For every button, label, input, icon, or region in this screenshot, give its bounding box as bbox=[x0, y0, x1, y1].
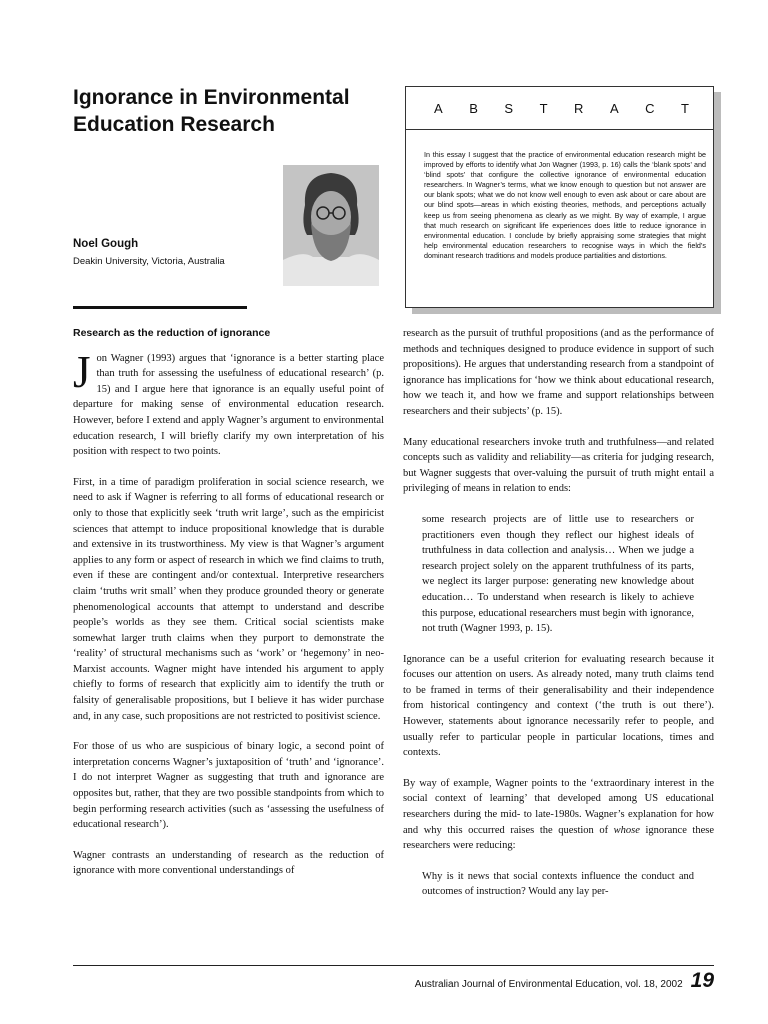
author-photo bbox=[283, 165, 379, 286]
abstract-letter: S bbox=[504, 100, 514, 116]
footer-rule bbox=[73, 965, 714, 966]
title-divider bbox=[73, 306, 247, 309]
page-footer bbox=[415, 969, 714, 993]
left-column bbox=[73, 326, 384, 894]
emphasis-text: whose bbox=[613, 824, 640, 836]
body-paragraph: Ignorance can be a useful criterion for evaluating research because it focuses our attention on users. As already noted, many truth claims tend to be framed in terms of their generalisability and their independence from historical contingency and context (‘the truth is out there’). However, statements about ignorance necessarily refer to people, and usually refer to particular people in particular locations, times and contexts. bbox=[403, 653, 714, 759]
block-quote: Why is it news that social contexts influence the conduct and outcomes of instruction? Would any lay per- bbox=[422, 870, 694, 898]
paragraph-text: ignorance these researchers were reducing: bbox=[403, 824, 714, 852]
body-paragraph: Many educational researchers invoke truth and truthfulness—and related concepts such as validity and reliability—as criteria for judging research, but Wagner suggests that over-valuing the pursuit of truth might entail a privileging of means in relation to ends: bbox=[403, 436, 714, 495]
abstract-letter: R bbox=[574, 100, 584, 116]
body-paragraph bbox=[403, 776, 714, 854]
abstract-letter: T bbox=[539, 100, 548, 116]
journal-citation: Australian Journal of Environmental Education, vol. 18, 2002 bbox=[414, 979, 683, 990]
author-affiliation: Deakin University, Victoria, Australia bbox=[73, 256, 225, 267]
abstract-letter: C bbox=[645, 100, 655, 116]
author-name: Noel Gough bbox=[73, 238, 139, 250]
abstract-letter: T bbox=[681, 100, 689, 116]
body-paragraph: First, in a time of paradigm proliferation in social science research, we need to ask if Wagner is referring to all forms of educational research or only to those that explicitly seek ‘truth writ large’, such as the empiricist sciences that attempt to induce propositional knowledge that is durable and extensive in its trustworthiness. My view is that Wagner’s argument applies to any form or aspect of research in which we find claims to truth, even if these are contingent and/or contextual. Interpretive researchers claim ‘truths writ small’ when they produce grounded theory or generate phenomenological accounts that attempt to understand and describe people’s worlds as they see them. Critical social scientists make somewhat larger truth claims when they purport to demonstrate the ‘reality’ of structural mechanisms such as ‘work’ or ‘hegemony’ in neo-Marxist accounts. Wagner might have intended his argument to apply chiefly to forms of research that explicitly aim to identify the truth or falsity of generalisable propositions, but I believe it has wider purchase and, in any case, such propositions are not restricted to positivist science. bbox=[73, 476, 384, 722]
body-paragraph: For those of us who are suspicious of binary logic, a second point of interpretation concerns Wagner’s juxtaposition of ‘truth’ and ‘ignorance’. I do not interpret Wagner as suggesting that truth and ignorance are opposites but, rather, that they are two possible standpoints from which to begin performing research activities (such as ‘assessing the usefulness of educational research’). bbox=[73, 741, 384, 831]
body-paragraph: research as the pursuit of truthful propositions (and as the performance of methods and techniques designed to produce evidence in support of such propositions). He argues that understanding research from a standpoint of ignorance has implications for ‘how we think about educational research, how we teach it, and how we frame and support relationships between researchers and their subjects’ (p. 15). bbox=[403, 328, 714, 417]
body-paragraph bbox=[73, 346, 384, 460]
page-number: 19 bbox=[690, 969, 714, 992]
section-heading: Research as the reduction of ignorance bbox=[73, 327, 271, 339]
abstract-letter: B bbox=[469, 100, 478, 116]
abstract-letter: A bbox=[609, 100, 619, 116]
abstract-box bbox=[405, 86, 714, 308]
block-quote: some research projects are of little use to researchers or practitioners even though they reflect our highest ideals of truthfulness in data collection and analysis… When we judge a research project solely on the apparent truthfulness of its parts, we neglect its larger purpose: generating new knowledge about education… To understand when research is likely to achieve this purpose, educational researchers must begin with ignorance, not truth (Wagner 1993, p. 15). bbox=[422, 513, 694, 635]
paragraph-text: By way of example, Wagner points to the ‘extraordinary interest in the social context of learning’ that developed among US educational researchers during the mid- to late-1980s. Wagner’s explanation for how and why this occurred raises the question of bbox=[403, 777, 714, 836]
abstract-text: In this essay I suggest that the practice of environmental education research might be improved by efforts to identify what Jon Wagner (1993, p. 16) calls the ‘blank spots’ and ‘blind spots’ that configure the collective ignorance of environmental education researchers. In Wagner’s terms, what we know enough to question but not answer are our blank spots; what we do not know well enough to even ask about or care about are our blind spots—areas in which existing theories, methods, and perceptions actually keep us from seeing phenomena as clearly as we might. By way of example, I argue that much research on significant life experiences does little to reduce ignorance in environmental education. I conclude by briefly appraising some strategies that might help environmental education researchers to recognise ways in which the field’s dominant research traditions and models produce partialities and distortions. bbox=[424, 150, 706, 260]
body-paragraph: Wagner contrasts an understanding of research as the reduction of ignorance with more conventional understandings of bbox=[73, 849, 384, 877]
abstract-letter: A bbox=[434, 100, 443, 116]
right-column bbox=[403, 326, 714, 915]
article-title: Ignorance in Environmental Education Research bbox=[73, 86, 350, 136]
paragraph-text: on Wagner (1993) argues that ‘ignorance is a better starting place than truth for assessing the usefulness of educational research’ (p. 15) and I argue here that ignorance is an equally useful point of departure for making sense of environmental education research. However, before I extend and apply Wagner’s argument to environmental education research, I will briefly clarify my own interpretation of his position with respect to two points. bbox=[73, 352, 384, 458]
abstract-heading bbox=[406, 87, 713, 130]
drop-cap: J bbox=[73, 346, 91, 397]
